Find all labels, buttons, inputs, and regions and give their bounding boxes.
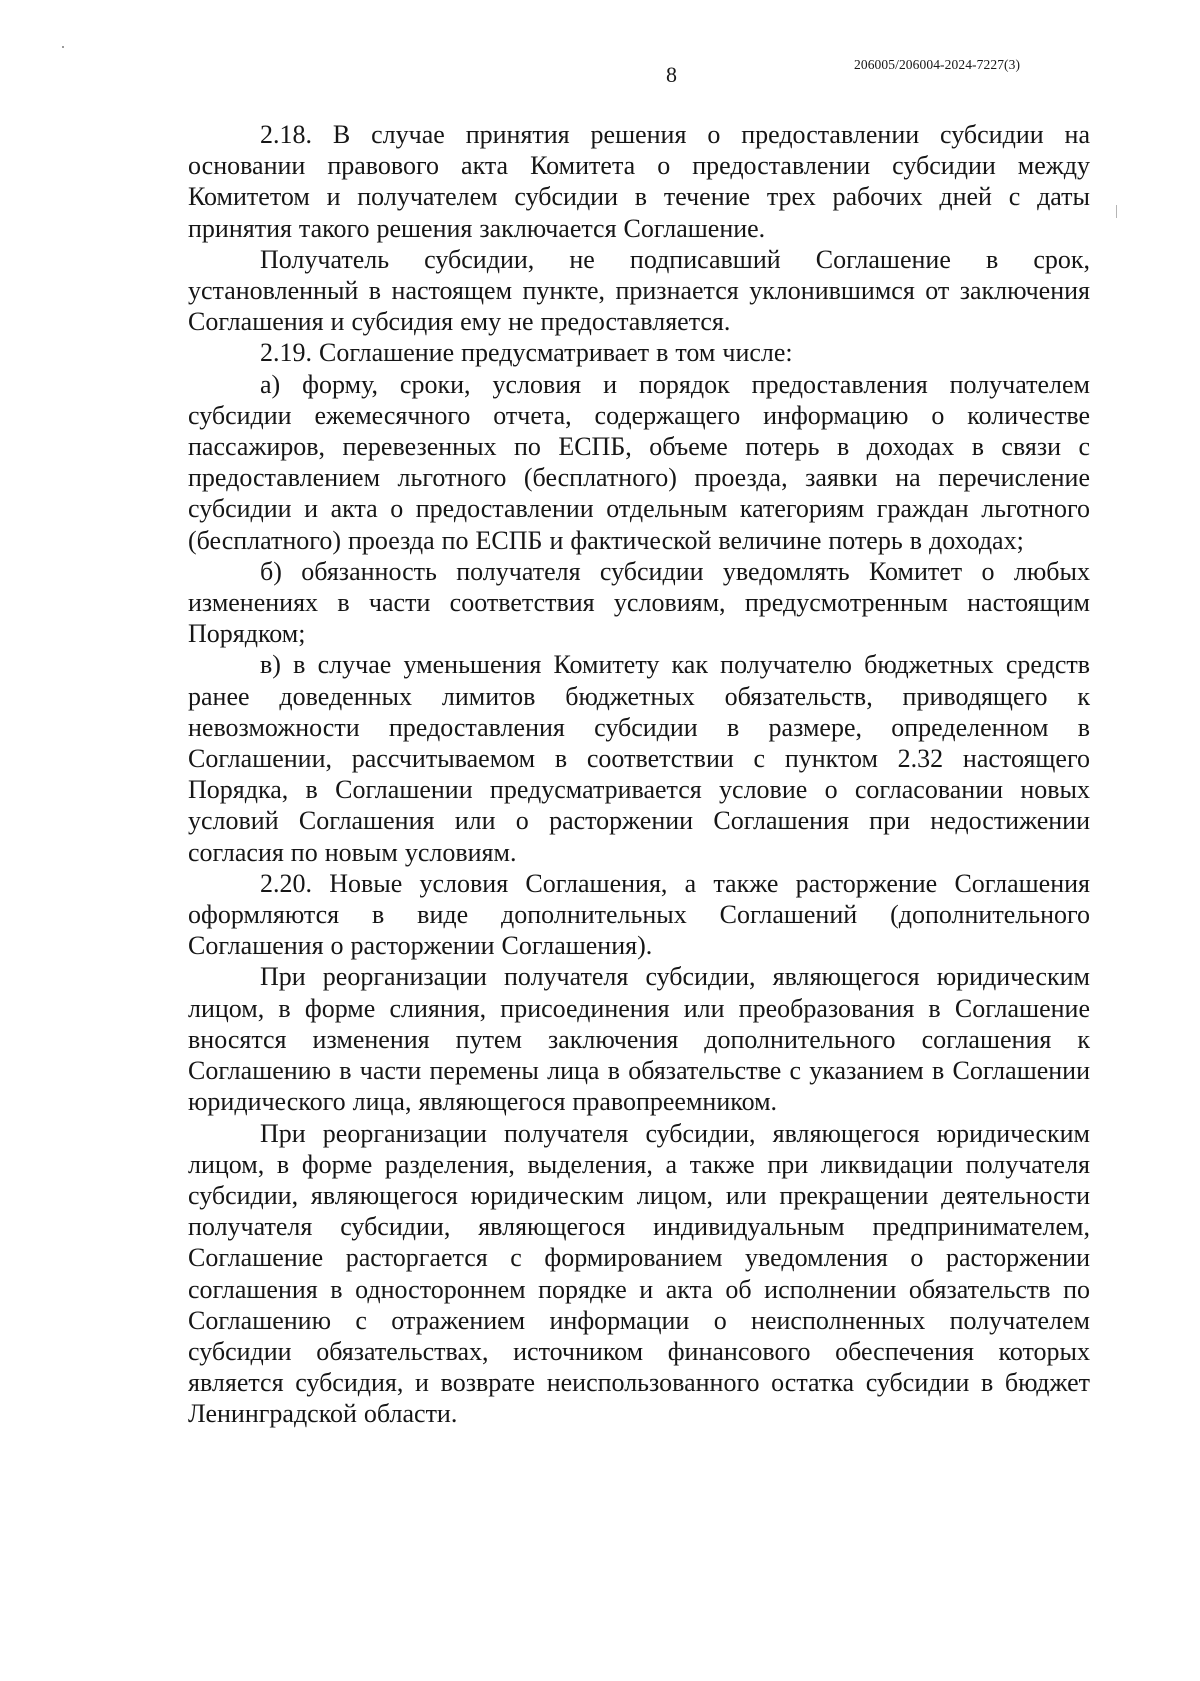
paragraph-2-19: 2.19. Соглашение предусматривает в том числе: xyxy=(260,338,793,368)
paragraph-2-19-a: а) форму, сроки, условия и порядок предоставления получателем субсидии ежемесячного отчета, содержащего информацию о количестве пассажиров, перевезенных по ЕСПБ, объеме потерь в доходах в связи с предоставлением льготного (бесплатного) проезда, заявки на перечисление субсидии и акта о предоставлении отдельным категориям граждан льготного (бесплатного) проезда по ЕСПБ и фактической величине потерь в доходах; xyxy=(188,369,1090,555)
scan-speck xyxy=(62,46,64,48)
document-code: 206005/206004-2024-7227(3) xyxy=(854,57,1021,72)
paragraph-2-19-b: б) обязанность получателя субсидии уведомлять Комитет о любых изменениях в части соответствия условиям, предусмотренным настоящим Порядком; xyxy=(188,556,1090,649)
paragraph-2-18: 2.18. В случае принятия решения о предоставлении субсидии на основании правового акта Комитета о предоставлении субсидии между Комитетом и получателем субсидии в течение трех рабочих дней с даты принятия такого решения заключается Соглашение. xyxy=(188,120,1090,243)
scan-edge-mark xyxy=(1116,205,1117,218)
page-number: 8 xyxy=(666,62,677,87)
paragraph-2-19-v: в) в случае уменьшения Комитету как получателю бюджетных средств ранее доведенных лимитов бюджетных обязательств, приводящего к невозможности предоставления субсидии в размере, определенном в Соглашении, рассчитываемом в соответствии с пунктом 2.32 настоящего Порядка, в Соглашении предусматривается условие о согласовании новых условий Соглашения или о расторжении Соглашения при недостижении согласия по новым условиям. xyxy=(188,650,1090,867)
paragraph-reorganization-division: При реорганизации получателя субсидии, являющегося юридическим лицом, в форме разделения, выделения, а также при ликвидации получателя субсидии, являющегося юридическим лицом, или прекращении деятельности получателя субсидии, являющегося индивидуальным предпринимателем, Соглашение расторгается с формированием уведомления о расторжении соглашения в одностороннем порядке и акта об исполнении обязательств по Соглашению с отражением информации о неисполненных получателем субсидии обязательствах, источником финансового обеспечения которых является субсидия, и возврате неиспользованного остатка субсидии в бюджет Ленинградской области. xyxy=(188,1118,1090,1429)
paragraph-recipient-refusal: Получатель субсидии, не подписавший Соглашение в срок, установленный в настоящем пункте, признается уклонившимся от заключения Соглашения и субсидия ему не предоставляется. xyxy=(188,244,1090,337)
paragraph-2-20: 2.20. Новые условия Соглашения, а также расторжение Соглашения оформляются в виде дополнительных Соглашений (дополнительного Соглашения о расторжении Соглашения). xyxy=(188,868,1090,961)
paragraph-reorganization-merger: При реорганизации получателя субсидии, являющегося юридическим лицом, в форме слияния, присоединения или преобразования в Соглашение вносятся изменения путем заключения дополнительного соглашения к Соглашению в части перемены лица в обязательстве с указанием в Соглашении юридического лица, являющегося правопреемником. xyxy=(188,962,1090,1117)
document-body xyxy=(188,119,1090,1430)
